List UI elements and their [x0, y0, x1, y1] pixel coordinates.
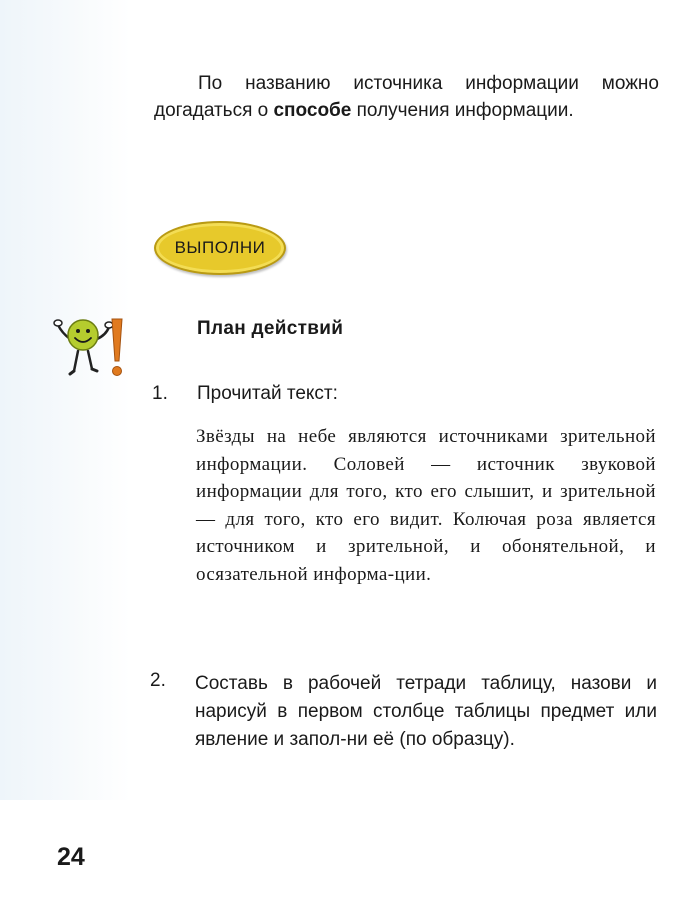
step-2-text: Составь в рабочей тетради таблицу, назови и нарисуй в первом столбце таблицы предмет или явление и запол-ни её (по образцу). — [195, 673, 657, 750]
step-1-number: 1. — [152, 383, 168, 404]
smiley-mascot-icon — [52, 311, 132, 383]
intro-text-after: получения информации. — [351, 100, 574, 121]
do-it-badge-label: ВЫПОЛНИ — [174, 238, 266, 257]
do-it-badge — [154, 221, 286, 275]
intro-text-before: По названию источника информации можно догадаться о — [154, 73, 659, 121]
page-margin-strip — [0, 0, 130, 800]
page-number: 24 — [57, 843, 85, 871]
reading-text: Звёзды на небе являются источниками зрительной информации. Соловей — источник звуковой информации для того, кто его слышит, и зрительной — для того, кто его видит. Колючая роза является источником и зрительной, и обонятельной, и осязательной информа-ции. — [196, 426, 656, 585]
step-1-label: Прочитай текст: — [197, 383, 338, 404]
step-2-number: 2. — [150, 670, 166, 691]
intro-paragraph — [154, 70, 659, 124]
plan-title: План действий — [197, 318, 344, 339]
exclamation-icon — [112, 319, 122, 361]
intro-bold-word: способе — [273, 100, 352, 121]
